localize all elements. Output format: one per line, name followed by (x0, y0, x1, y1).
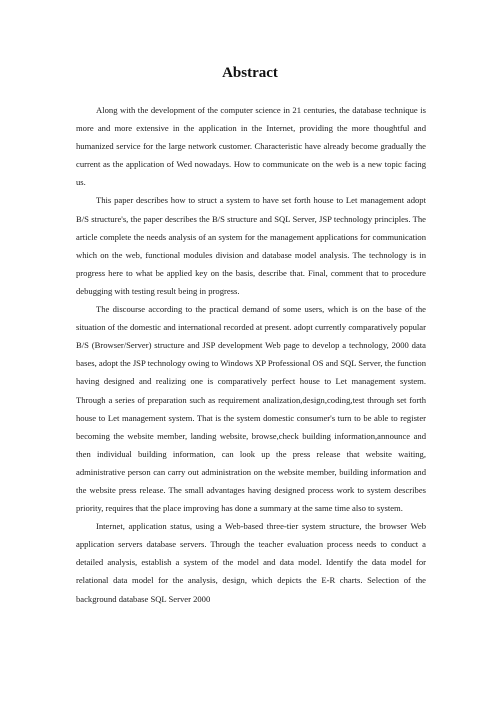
abstract-paragraph-3: The discourse according to the practical demand of some users, which is on the base of the situation of the domestic and international recorded at present. adopt currently comparatively popular B/S (Browser/Server) structure and JSP development Web page to develop a technology, 2000 data bases, adopt the JSP technology owing to Windows XP Professional OS and SQL Server, the function having designed and realizing one is comparatively perfect house to Let management system. Through a series of preparation such as requirement analization,design,coding,test through set forth house to Let management system. That is the system domestic consumer's turn to be able to register becoming the website member, landing website, browse,check building information,announce and then individual building information, can look up the press release that website waiting, administrative person can carry out administration on the website member, building information and the website press release. The small advantages having designed process work to system describes priority, requires that the place improving has done a summary at the same time also to system. (76, 304, 426, 514)
abstract-paragraph-2: This paper describes how to struct a system to have set forth house to Let management adopt B/S structure's, the paper describes the B/S structure and SQL Server, JSP technology principles. The article complete the needs analysis of an system for the management applications for communication which on the web, functional modules division and database model analysis. The technology is in progress here to what be applied key on the basis, describe that. Final, comment that to procedure debugging with testing result being in progress. (76, 195, 426, 296)
abstract-paragraph-1: Along with the development of the computer science in 21 centuries, the database technique is more and more extensive in the application in the Internet, providing the more thoughtful and humanized service for the large network customer. Characteristic have already become gradually the current as the application of Wed nowadays. How to communicate on the web is a new topic facing us. (76, 105, 426, 188)
abstract-title: Abstract (222, 65, 278, 81)
abstract-paragraph-4: Internet, application status, using a Web-based three-tier system structure, the browser Web application servers database servers. Through the teacher evaluation process needs to conduct a detailed analysis, establish a system of the model and data model. Identify the data model for relational data model for the analysis, design, which depicts the E-R charts. Selection of the background database SQL Server 2000 (76, 521, 426, 604)
abstract-body (76, 101, 426, 608)
